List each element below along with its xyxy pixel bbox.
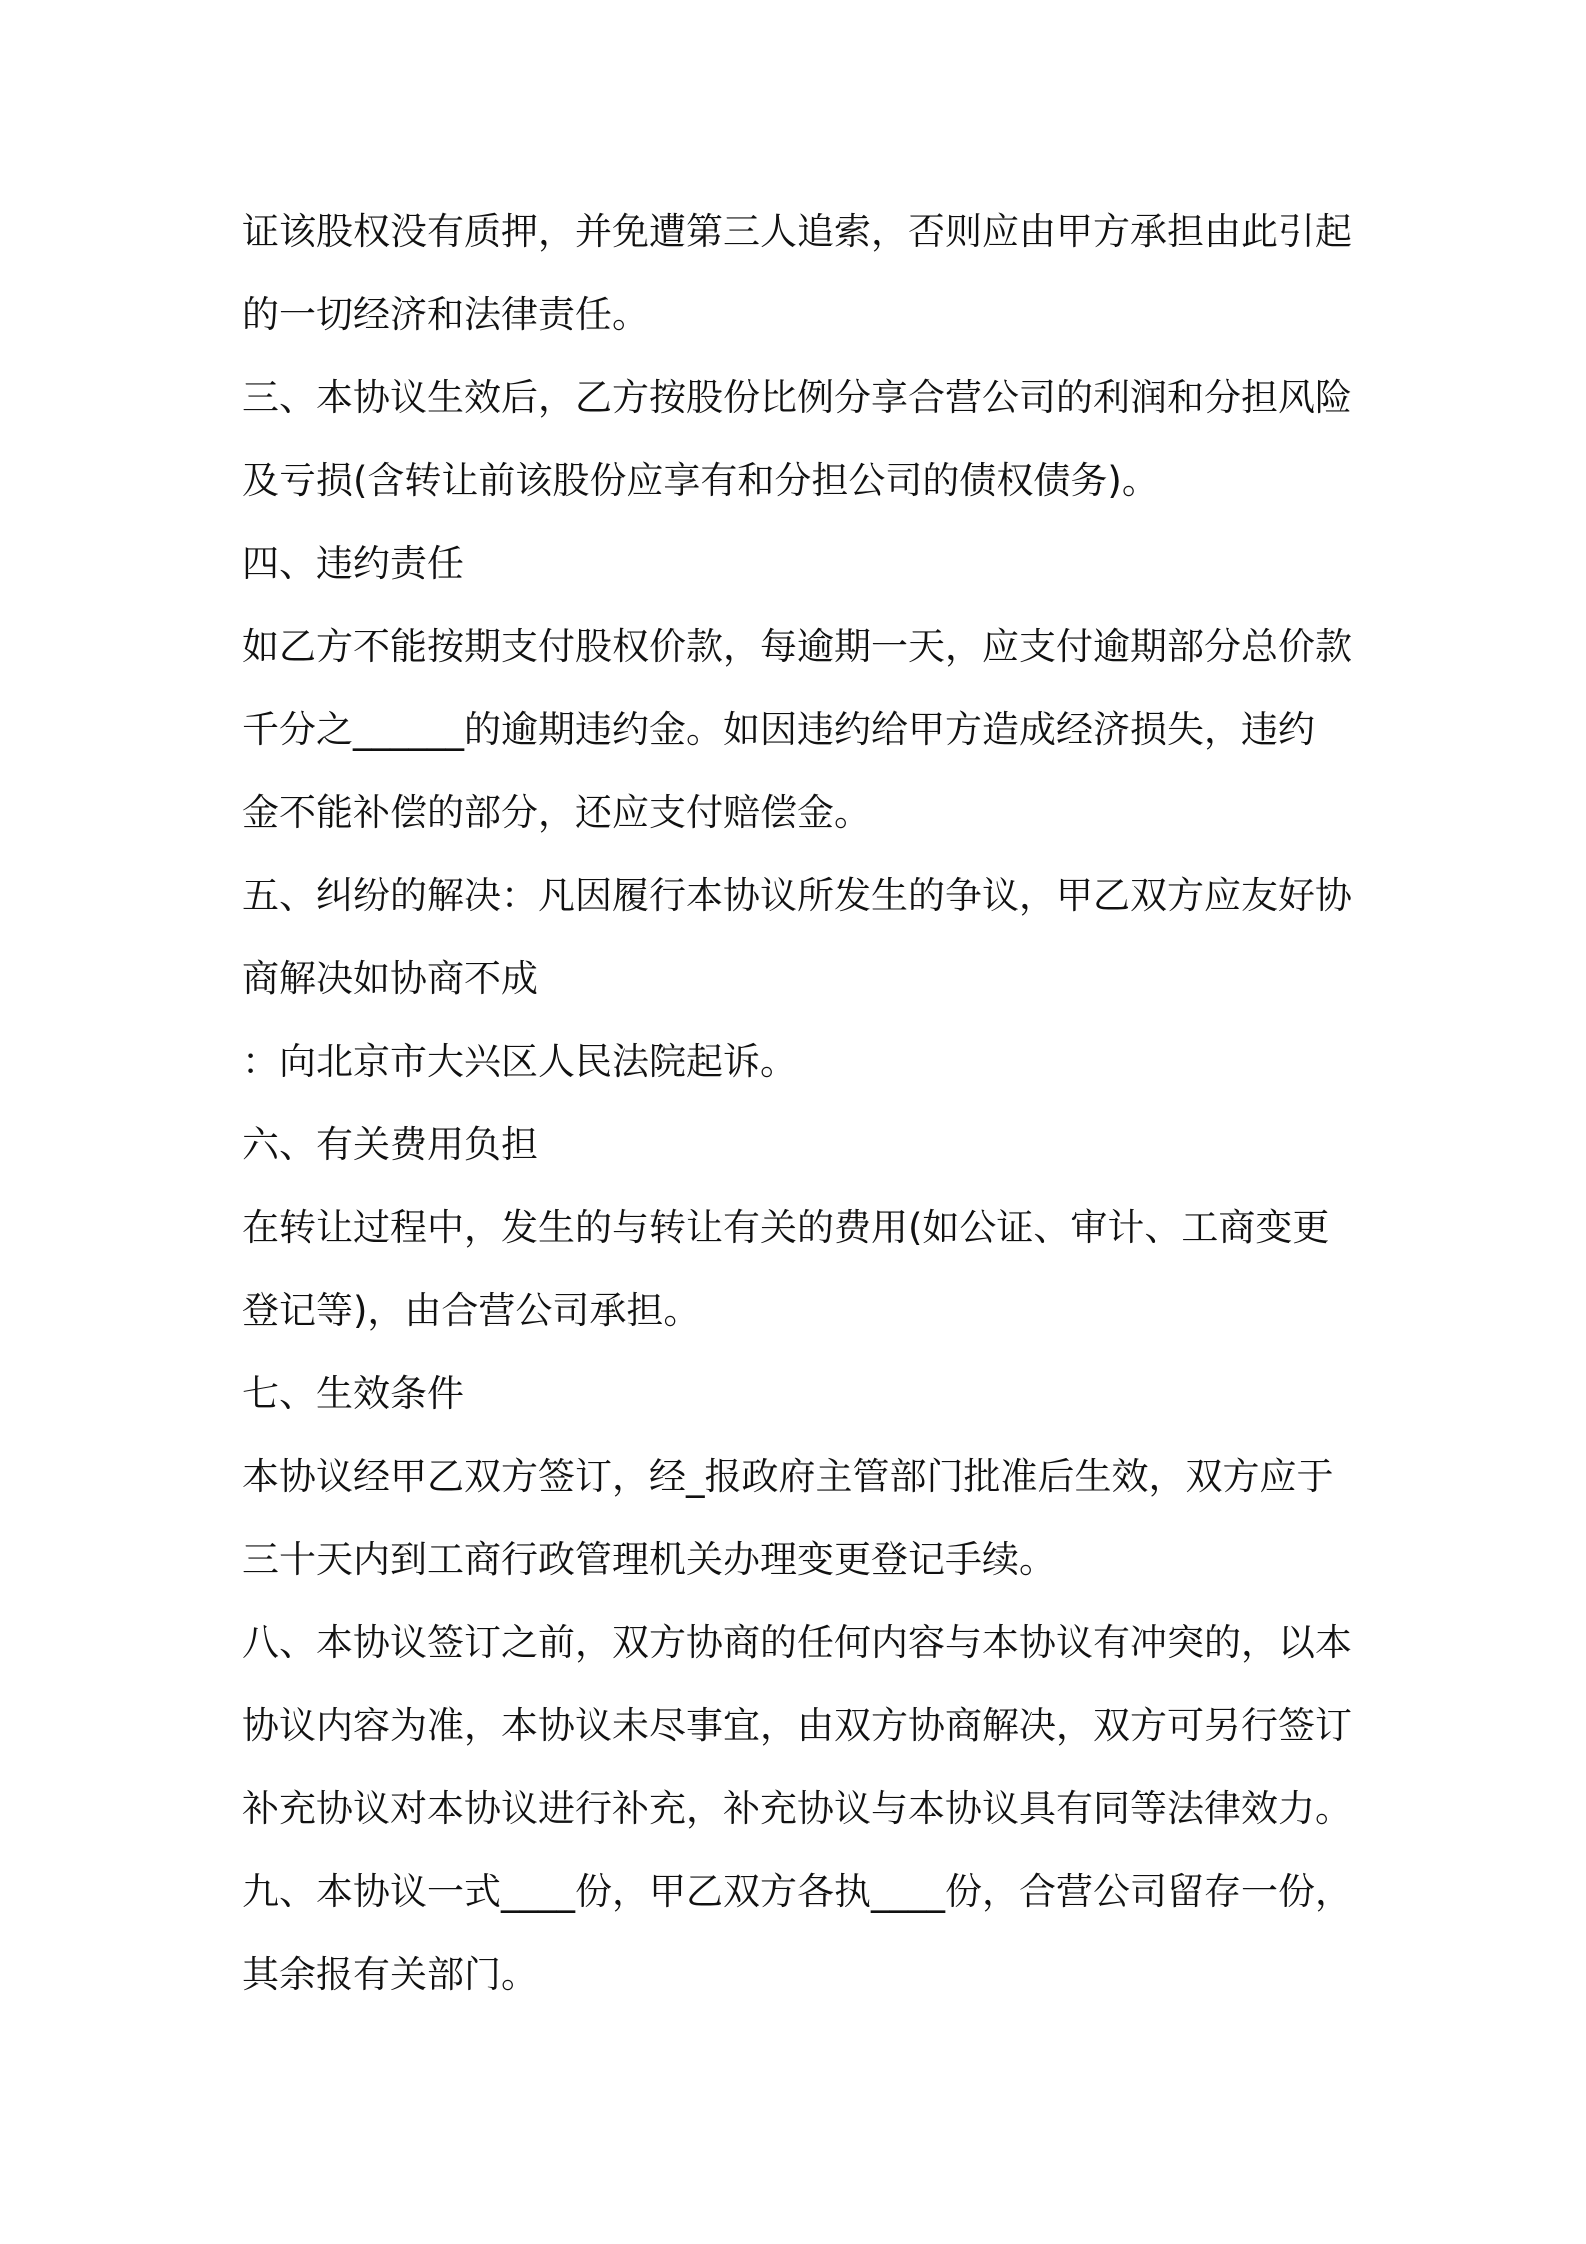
text-line: ：向北京市大兴区人民法院起诉。 <box>242 1040 797 1083</box>
clause-7-heading: 七、生效条件 <box>242 1372 464 1415</box>
text-line: 千分之______的逾期违约金。如因违约给甲方造成经济损失，违约 <box>242 708 1315 751</box>
text-line: 登记等)，由合营公司承担。 <box>242 1289 701 1332</box>
text-line: 三十天内到工商行政管理机关办理变更登记手续。 <box>242 1538 1056 1581</box>
clause-6-heading: 六、有关费用负担 <box>242 1123 538 1166</box>
clause-5-heading: 五、纠纷的解决：凡因履行本协议所发生的争议，甲乙双方应友好协 <box>242 874 1352 917</box>
text-line: 在转让过程中，发生的与转让有关的费用(如公证、审计、工商变更 <box>242 1206 1330 1249</box>
text-line: 补充协议对本协议进行补充，补充协议与本协议具有同等法律效力。 <box>242 1787 1352 1830</box>
text-line: 如乙方不能按期支付股权价款，每逾期一天，应支付逾期部分总价款 <box>242 625 1352 668</box>
text-line: 其余报有关部门。 <box>242 1953 538 1996</box>
text-line: 商解决如协商不成 <box>242 957 538 1000</box>
clause-4-heading: 四、违约责任 <box>242 542 464 585</box>
clause-3-heading: 三、本协议生效后，乙方按股份比例分享合营公司的利润和分担风险 <box>242 376 1352 419</box>
clause-9-heading: 九、本协议一式____份，甲乙双方各执____份，合营公司留存一份， <box>242 1870 1352 1913</box>
text-line: 协议内容为准，本协议未尽事宜，由双方协商解决，双方可另行签订 <box>242 1704 1352 1747</box>
text-line: 及亏损(含转让前该股份应享有和分担公司的债权债务)。 <box>242 459 1159 502</box>
clause-8-heading: 八、本协议签订之前，双方协商的任何内容与本协议有冲突的，以本 <box>242 1621 1352 1664</box>
text-line: 的一切经济和法律责任。 <box>242 293 649 336</box>
document-body <box>242 190 1372 2016</box>
text-line: 金不能补偿的部分，还应支付赔偿金。 <box>242 791 871 834</box>
text-line: 本协议经甲乙双方签订，经_报政府主管部门批准后生效，双方应于 <box>242 1455 1334 1498</box>
text-line: 证该股权没有质押，并免遭第三人追索，否则应由甲方承担由此引起 <box>242 210 1352 253</box>
